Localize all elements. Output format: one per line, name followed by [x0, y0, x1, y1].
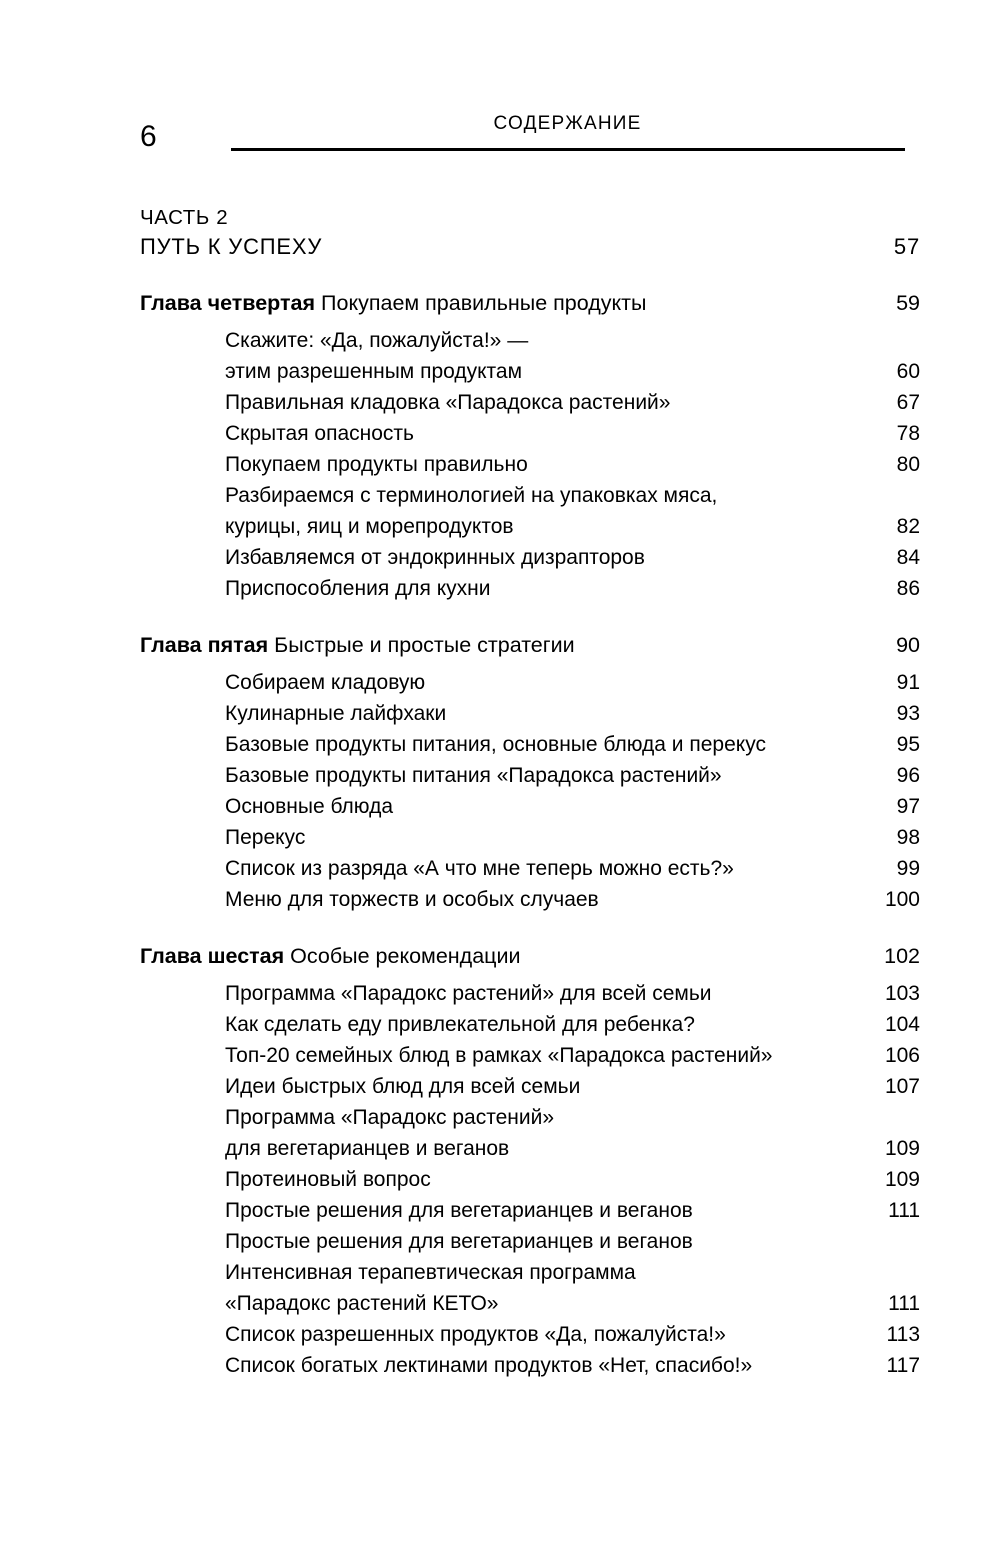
leader-dots	[701, 1026, 864, 1027]
toc-entry-page: 67	[896, 391, 920, 414]
toc-entry-row[interactable]	[225, 1071, 920, 1102]
toc-entry-row[interactable]	[225, 449, 920, 480]
leader-dots	[586, 1088, 864, 1089]
toc-entry-row[interactable]	[225, 1040, 920, 1071]
folio-number: 6	[140, 120, 157, 153]
toc-entry-label: для вегетарианцев и веганов	[225, 1137, 510, 1160]
toc-entry-page: 106	[884, 1044, 920, 1067]
chapter-strong-label: Глава шестая	[140, 944, 285, 968]
toc-entry[interactable]	[225, 480, 920, 542]
toc-entry-line1: Скажите: «Да, пожалуйста!» —	[225, 329, 529, 352]
toc-entry-row[interactable]	[225, 760, 920, 791]
leader-dots	[528, 373, 864, 374]
leader-dots	[504, 1305, 864, 1306]
toc-entry-page: 100	[884, 888, 920, 911]
part-block	[140, 204, 920, 262]
toc-entry-row[interactable]	[225, 1350, 920, 1381]
toc-entry-page: 60	[896, 360, 920, 383]
toc-entry-page: 109	[884, 1168, 920, 1191]
leader-dots	[328, 249, 868, 250]
leader-dots	[605, 901, 864, 902]
toc-entry-row[interactable]	[225, 822, 920, 853]
toc-entry-label: Меню для торжеств и особых случаев	[225, 888, 599, 911]
leader-dots	[311, 839, 864, 840]
page-header	[0, 104, 1000, 164]
toc-entry-row[interactable]	[225, 1195, 920, 1226]
toc-entry-label: Список из разряда «А что мне теперь можно есть?»	[225, 857, 734, 880]
chapter-strong-label: Глава пятая	[140, 633, 269, 657]
toc-entry-label: Покупаем продукты правильно	[225, 453, 528, 476]
toc-entry-label: этим разрешенным продуктам	[225, 360, 523, 383]
toc-entry-page: 78	[896, 422, 920, 445]
toc-entry-page: 93	[896, 702, 920, 725]
leader-dots	[758, 1367, 864, 1368]
leader-dots	[699, 1212, 864, 1213]
leader-dots	[520, 528, 864, 529]
leader-dots	[732, 1336, 864, 1337]
leader-dots	[778, 1057, 864, 1058]
toc-entry-label: Базовые продукты питания «Парадокса растений»	[225, 764, 722, 787]
toc-entry-label: Протеиновый вопрос	[225, 1168, 431, 1191]
chapter-title-row[interactable]	[140, 288, 920, 319]
toc-entry-row[interactable]	[225, 729, 920, 760]
part-label: ЧАСТЬ 2	[140, 206, 229, 229]
chapter-title-text: Покупаем правильные продукты	[315, 291, 647, 315]
toc-entry-label: Простые решения для вегетарианцев и веганов	[225, 1199, 693, 1222]
leader-dots	[652, 305, 868, 306]
chapter-entries	[225, 978, 920, 1381]
toc-entry-label: Программа «Парадокс растений» для всей семьи	[225, 982, 712, 1005]
chapter-page-number: 90	[896, 633, 920, 657]
leader-dots	[699, 1243, 864, 1244]
toc-entry-label: Список богатых лектинами продуктов «Нет, спасибо!»	[225, 1354, 753, 1377]
toc-entry-label: Простые решения для вегетарианцев и веганов	[225, 1230, 693, 1253]
part-title-row[interactable]	[140, 231, 920, 262]
chapter-strong-label: Глава четвертая	[140, 291, 316, 315]
toc-entry-label: Избавляемся от эндокринных дизрапторов	[225, 546, 645, 569]
part-page-number: 57	[893, 234, 920, 259]
leader-dots	[399, 808, 864, 809]
toc-entry-row[interactable]	[225, 1009, 920, 1040]
leader-dots	[437, 1181, 864, 1182]
toc-entry-page: 113	[886, 1323, 920, 1346]
toc-entry-page: 95	[896, 733, 920, 756]
toc-entry-page: 111	[888, 1199, 920, 1222]
chapter-title-text: Быстрые и простые стратегии	[268, 633, 575, 657]
leader-dots	[515, 1150, 864, 1151]
toc-entry-page: 86	[896, 577, 920, 600]
leader-dots	[676, 404, 864, 405]
leader-dots	[496, 590, 864, 591]
leader-dots	[420, 435, 864, 436]
chapter-heading	[140, 630, 575, 661]
leader-dots	[581, 647, 868, 648]
toc-entry-line1: Разбираемся с терминологией на упаковках мяса,	[225, 484, 718, 507]
toc-entry-row[interactable]	[225, 387, 920, 418]
leader-dots	[728, 777, 864, 778]
toc-entry-label: Базовые продукты питания, основные блюда и перекус	[225, 733, 766, 756]
toc-entry-page: 96	[896, 764, 920, 787]
toc-entry-label: Скрытая опасность	[225, 422, 414, 445]
chapter-title-row[interactable]	[140, 630, 920, 661]
toc-entry-row[interactable]	[225, 1164, 920, 1195]
toc-entry-row[interactable]	[225, 1288, 920, 1319]
toc-entry-line1: Программа «Парадокс растений»	[225, 1106, 555, 1129]
toc-entry-row[interactable]	[225, 542, 920, 573]
toc-entry-page: 117	[886, 1354, 920, 1377]
toc-entry-page: 104	[884, 1013, 920, 1036]
toc-entry-label: Приспособления для кухни	[225, 577, 491, 600]
chapter-entries	[225, 667, 920, 915]
chapter-page-number: 102	[884, 944, 920, 968]
toc-entry-label: Кулинарные лайфхаки	[225, 702, 447, 725]
chapter-block	[140, 288, 920, 319]
leader-dots	[651, 559, 864, 560]
chapter-heading	[140, 288, 646, 319]
header-rule	[231, 148, 905, 151]
toc-entry-label: курицы, яиц и морепродуктов	[225, 515, 514, 538]
leader-dots	[431, 684, 864, 685]
toc-entry-label: Правильная кладовка «Парадокса растений»	[225, 391, 671, 414]
toc-entry-row[interactable]	[225, 1319, 920, 1350]
toc-entry-row[interactable]	[225, 1133, 920, 1164]
toc-entry-row[interactable]	[225, 511, 920, 542]
toc-entry-row[interactable]	[225, 884, 920, 915]
toc-entry-label: Список разрешенных продуктов «Да, пожалуйста!»	[225, 1323, 726, 1346]
chapter-block	[140, 630, 920, 661]
toc-entry-row[interactable]	[225, 1226, 920, 1257]
leader-dots	[718, 995, 864, 996]
toc-entry-row[interactable]	[225, 418, 920, 449]
running-title: СОДЕРЖАНИЕ	[493, 113, 642, 134]
toc-entry-page: 111	[888, 1292, 920, 1315]
toc-entry[interactable]	[225, 1102, 920, 1164]
chapter-heading	[140, 941, 521, 972]
leader-dots	[527, 958, 869, 959]
toc-entry-page: 98	[896, 826, 920, 849]
toc-entry-row[interactable]	[225, 573, 920, 604]
toc-entry-row[interactable]	[225, 667, 920, 698]
chapter-title-text: Особые рекомендации	[284, 944, 521, 968]
leader-dots	[452, 715, 864, 716]
toc-entry-label: Топ-20 семейных блюд в рамках «Парадокса растений»	[225, 1044, 773, 1067]
toc-entry-row[interactable]	[225, 791, 920, 822]
toc-entry-line1: Интенсивная терапевтическая программа	[225, 1261, 636, 1284]
toc-entry-page: 82	[896, 515, 920, 538]
chapter-block	[140, 941, 920, 972]
toc-entry-label: Основные блюда	[225, 795, 394, 818]
toc-entry-page: 84	[896, 546, 920, 569]
toc-entry-row[interactable]	[225, 853, 920, 884]
leader-dots	[772, 746, 864, 747]
part-title: ПУТЬ К УСПЕХУ	[140, 234, 323, 259]
toc-entry-row[interactable]	[225, 356, 920, 387]
leader-dots	[740, 870, 864, 871]
toc-entry-row[interactable]	[225, 978, 920, 1009]
toc-entry[interactable]	[225, 1257, 920, 1319]
toc-entry[interactable]	[225, 325, 920, 387]
toc-entry-label: Собираем кладовую	[225, 671, 426, 694]
toc-entry-page: 109	[884, 1137, 920, 1160]
toc-entry-label: Перекус	[225, 826, 306, 849]
leader-dots	[534, 466, 864, 467]
table-of-contents	[140, 204, 920, 1381]
chapter-page-number: 59	[896, 291, 920, 315]
toc-entry-page: 80	[896, 453, 920, 476]
toc-entry-page: 107	[884, 1075, 920, 1098]
toc-entry-page: 97	[896, 795, 920, 818]
toc-entry-label: «Парадокс растений КЕТО»	[225, 1292, 499, 1315]
chapter-title-row[interactable]	[140, 941, 920, 972]
toc-entry-page: 103	[884, 982, 920, 1005]
toc-entry-page: 91	[896, 671, 920, 694]
toc-entry-label: Как сделать еду привлекательной для ребенка?	[225, 1013, 695, 1036]
chapter-entries	[225, 325, 920, 604]
toc-entry-row[interactable]	[225, 698, 920, 729]
toc-entry-page: 99	[896, 857, 920, 880]
toc-entry-label: Идеи быстрых блюд для всей семьи	[225, 1075, 581, 1098]
